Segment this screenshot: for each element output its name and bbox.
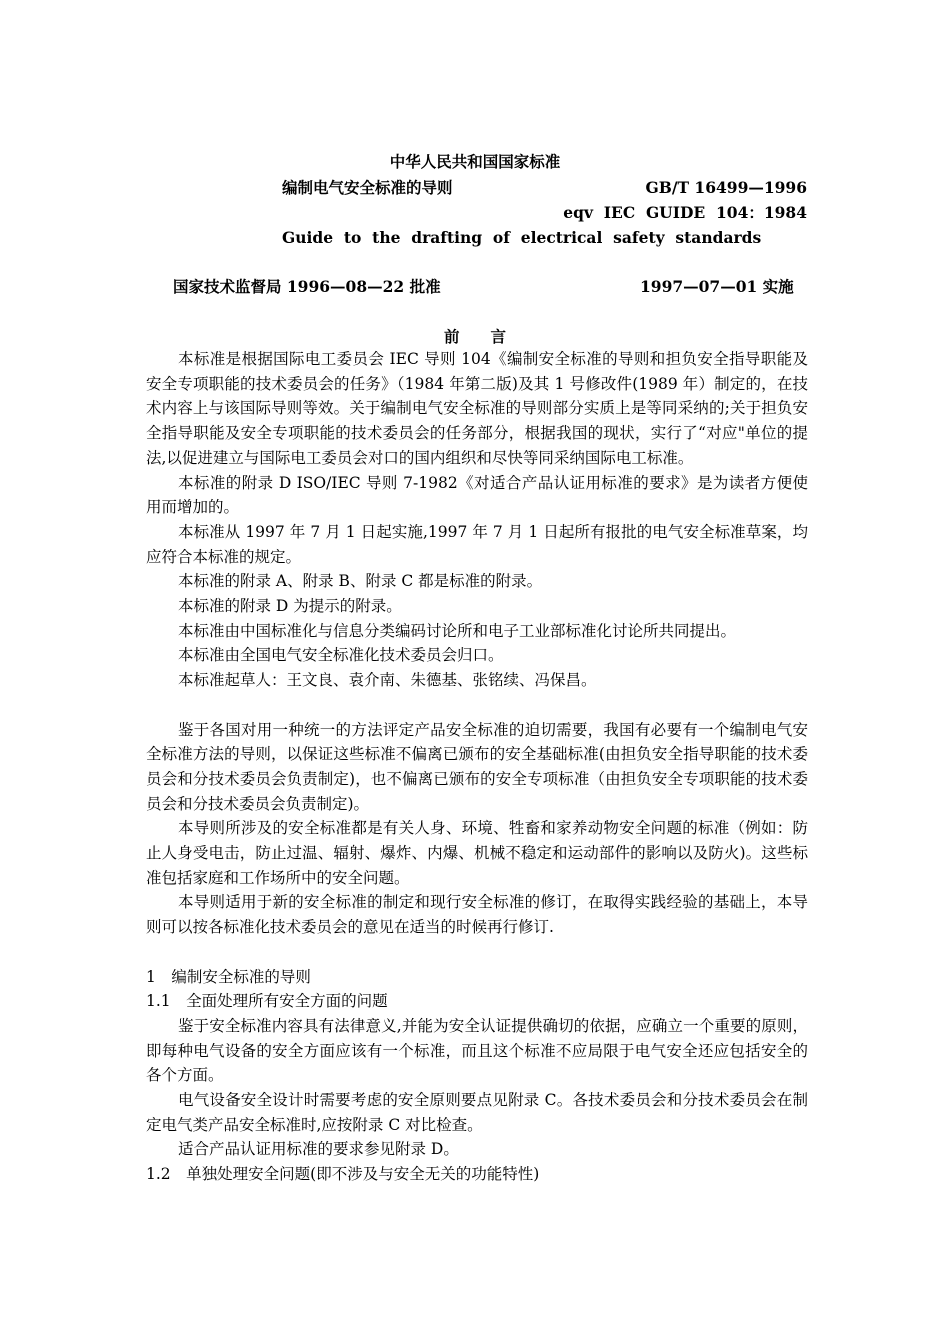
introduction-paragraph: 本导则适用于新的安全标准的制定和现行安全标准的修订，在取得实践经验的基础上，本导则可以按各标准化技术委员会的意见在适当的时候再行修订. [146, 893, 808, 937]
introduction-paragraph: 鉴于各国对用一种统一的方法评定产品安全标准的迫切需要，我国有必要有一个编制电气安全标准方法的导则，以保证这些标准不偏离已颁布的安全基础标准(由担负安全指导职能的技术委员会和分技术委员会负责制定)，也不偏离已颁布的安全专项标准（由担负安全专项职能的技术委员会和分技术委员会负责制定)。 [146, 720, 808, 813]
foreword-paragraph: 本标准的附录 D ISO/IEC 导则 7-1982《对适合产品认证用标准的要求》是为读者方便使用而增加的。 [146, 473, 808, 517]
subsection-heading: 1.1 全面处理所有安全方面的问题 [146, 992, 388, 1011]
standard-title-cn: 中华人民共和国国家标准 [389, 152, 561, 171]
equivalence-reference: eqv IEC GUIDE 104：1984 [563, 203, 807, 222]
foreword-paragraph: 本标准是根据国际电工委员会 IEC 导则 104《编制安全标准的导则和担负安全指导职能及安全专项职能的技术委员会的任务》（1984 年第二版)及其 1 号修改件(1989 年）制定的，在技术内容上与该国际导则等效。关于编制电气安全标准的导则部分实质上是等同采纳的;关于担负安全指导职能及安全专项职能的技术委员会的任务部分，根据我国的现状，实行了“对应"单位的提法,以促进建立与国际电工委员会对口的国内组织和尽快等同采纳国际电工标准。 [146, 350, 808, 467]
foreword-paragraph: 本标准的附录 A、附录 B、附录 C 都是标准的附录。 [178, 572, 543, 591]
implementation-date: 1997—07—01 实施 [640, 277, 794, 296]
section-paragraph: 鉴于安全标准内容具有法律意义,并能为安全认证提供确切的依据，应确立一个重要的原则，即每种电气设备的安全方面应该有一个标准，而且这个标准不应局限于电气安全还应包括安全的各个方面。 [146, 1016, 808, 1085]
standard-title-en: Guide to the drafting of electrical safety standards [282, 228, 762, 247]
section-paragraph: 电气设备安全设计时需要考虑的安全原则要点见附录 C。各技术委员会和分技术委员会在制定电气类产品安全标准时,应按附录 C 对比检查。 [146, 1091, 808, 1134]
paragraph-gap [146, 693, 808, 718]
subsection-heading: 1.2 单独处理安全问题(即不涉及与安全无关的功能特性) [146, 1165, 540, 1184]
standard-subtitle-cn: 编制电气安全标准的导则 [282, 178, 453, 197]
foreword-paragraph: 本标准的附录 D 为提示的附录。 [178, 597, 402, 616]
paragraph-gap [146, 940, 808, 965]
section-paragraph: 适合产品认证用标准的要求参见附录 D。 [178, 1140, 459, 1159]
foreword-paragraph: 本标准由中国标准化与信息分类编码讨论所和电子工业部标准化讨论所共同提出。 [178, 621, 737, 640]
foreword-paragraph: 本标准从 1997 年 7 月 1 日起实施,1997 年 7 月 1 日起所有报批的电气安全标准草案，均应符合本标准的规定。 [146, 522, 808, 566]
body-text [146, 347, 808, 1187]
foreword-paragraph: 本标准起草人：王文良、袁介南、朱德基、张铭续、冯保昌。 [178, 671, 597, 690]
foreword-paragraph: 本标准由全国电气安全标准化技术委员会归口。 [178, 646, 504, 665]
introduction-paragraph: 本导则所涉及的安全标准都是有关人身、环境、牲畜和家养动物安全问题的标准（例如：防止人身受电击，防止过温、辐射、爆炸、内爆、机械不稳定和运动部件的影响以及防火)。这些标准包括家庭和工作场所中的安全问题。 [146, 819, 808, 887]
foreword-heading: 前 言 [443, 327, 506, 346]
standard-number: GB/T 16499—1996 [645, 178, 807, 197]
approval-date: 国家技术监督局 1996—08—22 批准 [173, 277, 441, 296]
section-heading: 1 编制安全标准的导则 [146, 967, 311, 986]
